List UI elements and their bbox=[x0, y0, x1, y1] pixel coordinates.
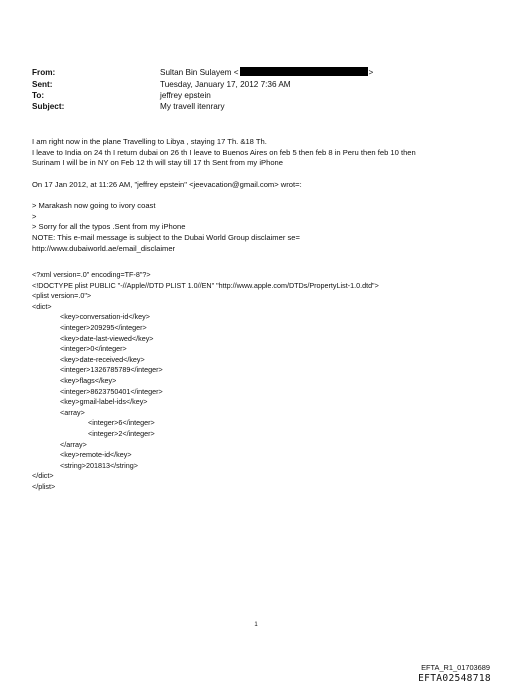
xml-line: <integer>0</integer> bbox=[60, 344, 127, 354]
bates-stamp-small: EFTA_R1_01703689 bbox=[421, 663, 490, 672]
xml-line: <integer>1326785789</integer> bbox=[60, 365, 163, 375]
body-line: I leave to India on 24 th I return dubai on 26 th I leave to Buenos Aires on feb 5 then feb 8 in Peru then feb 10 then bbox=[32, 147, 416, 157]
from-name: Sultan Bin Sulayem < bbox=[160, 68, 239, 77]
redaction-bar bbox=[240, 67, 368, 76]
xml-line: <integer>2</integer> bbox=[88, 428, 155, 438]
from-value bbox=[160, 67, 373, 78]
body-line: Surinam I will be in NY on Feb 12 th will stay till 17 th Sent from my iPhone bbox=[32, 158, 283, 168]
from-label: From: bbox=[32, 68, 56, 77]
xml-line: <key>date-received</key> bbox=[60, 354, 145, 364]
xml-line: <key>conversation-id</key> bbox=[60, 312, 150, 322]
xml-line: <key>remote-id</key> bbox=[60, 450, 132, 460]
disclaimer-link: http://www.dubaiworld.ae/email_disclaimer bbox=[32, 243, 176, 253]
message-body bbox=[32, 137, 482, 169]
xml-line: <integer>209295</integer> bbox=[60, 322, 147, 332]
from-suffix: > bbox=[368, 68, 374, 77]
to-label: To: bbox=[32, 91, 45, 100]
quote-line: > bbox=[32, 211, 37, 221]
xml-line: <integer>6</integer> bbox=[88, 418, 155, 428]
quote-line: > Sorry for all the typos .Sent from my iPhone bbox=[32, 222, 186, 232]
quote-line: > Marakash now going to ivory coast bbox=[32, 201, 156, 211]
xml-line: <key>flags</key> bbox=[60, 375, 117, 385]
xml-line: <!DOCTYPE plist PUBLIC "-//Apple//DTD PLIST 1.0//EN" "http://www.apple.com/DTDs/PropertyList-1.0.dtd"> bbox=[32, 280, 379, 290]
xml-line: <key>date-last-viewed</key> bbox=[60, 333, 154, 343]
xml-line: </dict> bbox=[32, 471, 54, 481]
xml-line: <string>201813</string> bbox=[60, 460, 138, 470]
bates-stamp-large: EFTA02548718 bbox=[418, 673, 491, 684]
xml-line: </plist> bbox=[32, 481, 56, 491]
xml-line: <key>gmail-label-ids</key> bbox=[60, 397, 148, 407]
sent-value: Tuesday, January 17, 2012 7:36 AM bbox=[160, 80, 291, 89]
quoted-message bbox=[32, 180, 482, 254]
xml-line: <array> bbox=[60, 407, 85, 417]
xml-line: </array> bbox=[60, 439, 87, 449]
subject-value: My travell itenrary bbox=[160, 102, 225, 111]
body-line: I am right now in the plane Travelling to Libya , staying 17 Th. &18 Th. bbox=[32, 137, 267, 146]
page-number: 1 bbox=[254, 622, 258, 628]
xml-line: <integer>8623750401</integer> bbox=[60, 386, 163, 396]
quote-header: On 17 Jan 2012, at 11:26 AM, "jeffrey epstein" <jeevacation@gmail.com> wrot=: bbox=[32, 180, 302, 189]
xml-line: <dict> bbox=[32, 301, 52, 311]
plist-xml-block bbox=[32, 270, 379, 492]
subject-label: Subject: bbox=[32, 102, 65, 111]
disclaimer-note: NOTE: This e-mail message is subject to the Dubai World Group disclaimer se= bbox=[32, 232, 300, 242]
sent-label: Sent: bbox=[32, 80, 53, 89]
xml-line: <plist version=.0"> bbox=[32, 291, 92, 301]
to-value: jeffrey epstein bbox=[160, 91, 211, 100]
xml-line: <?xml version=.0" encoding=TF-8"?> bbox=[32, 270, 151, 279]
